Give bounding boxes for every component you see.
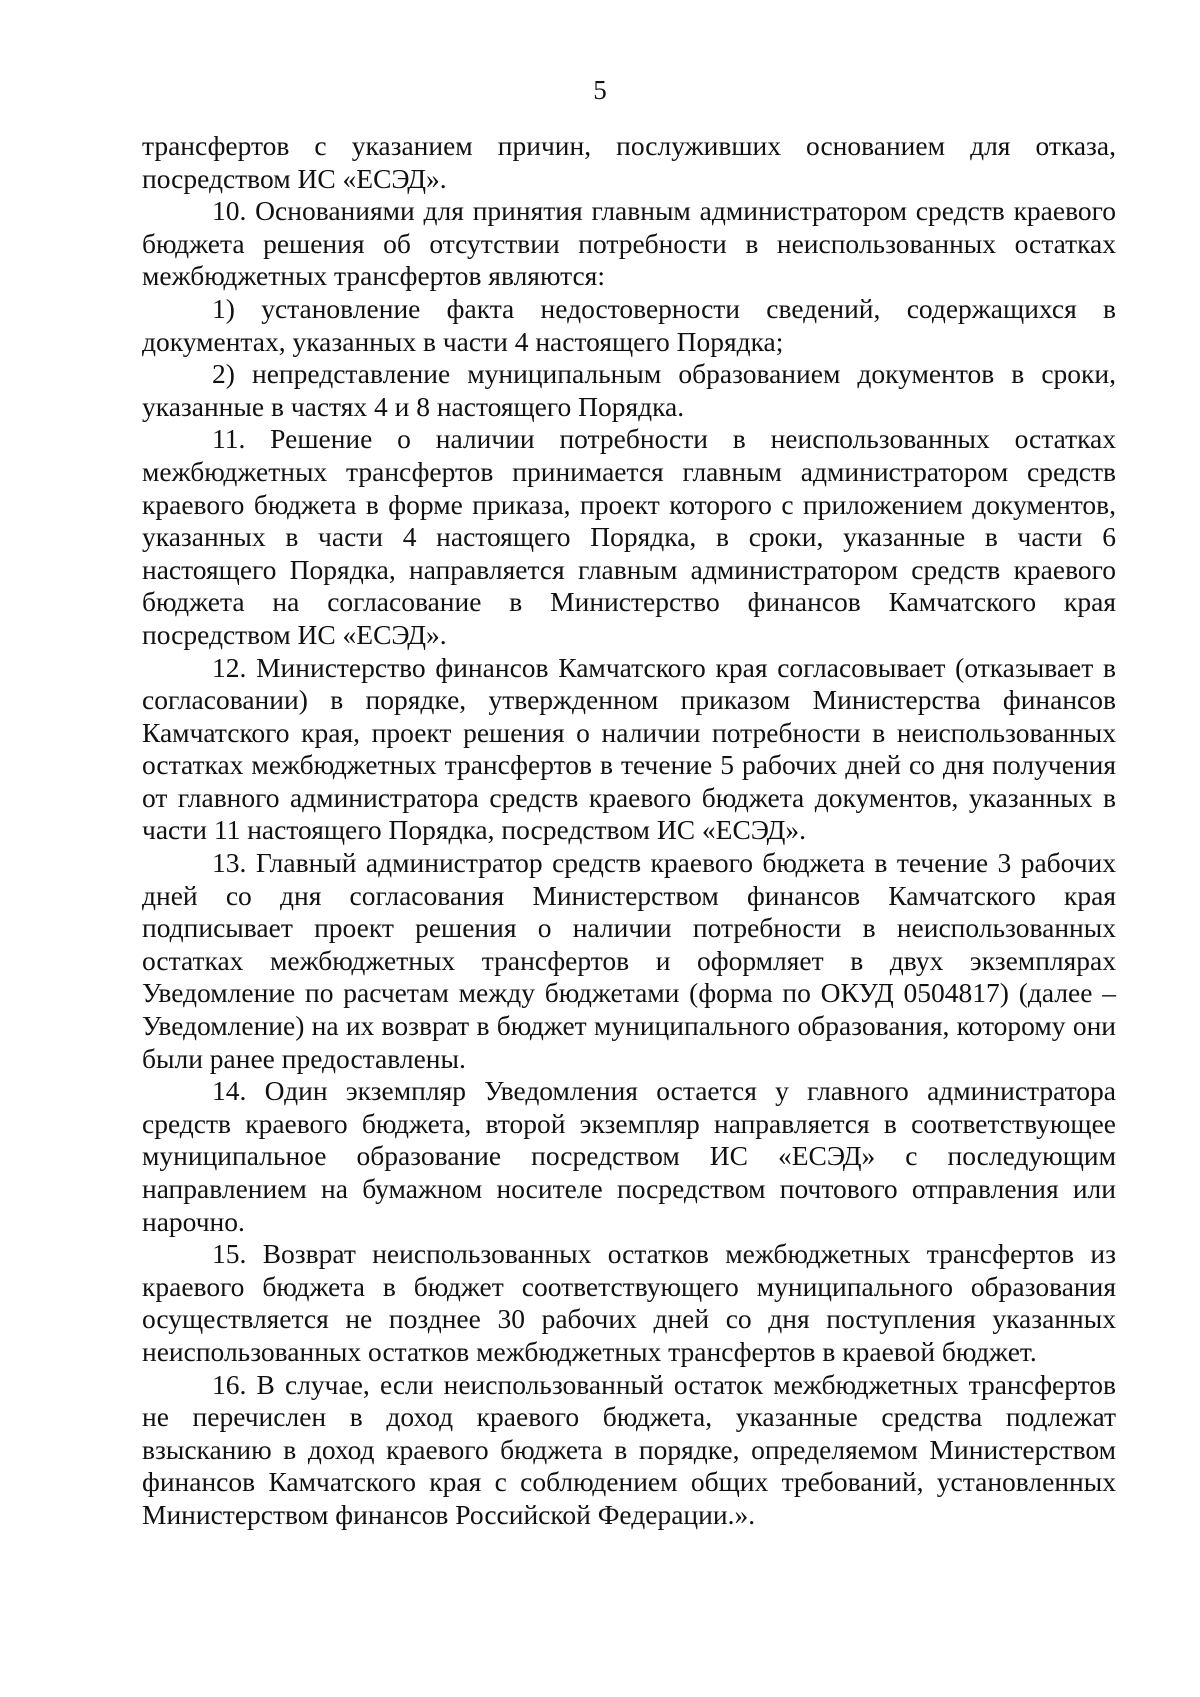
paragraph: 15. Возврат неиспользованных остатков межбюджетных трансфертов из краевого бюджета в бюджет соответствующего муниципального образования осуществляется не позднее 30 рабочих дней со дня поступления указанных неиспользованных остатков межбюджетных трансфертов в краевой бюджет.: [142, 1238, 1116, 1367]
paragraph: 13. Главный администратор средств краевого бюджета в течение 3 рабочих дней со дня согласования Министерством финансов Камчатского края подписывает проект решения о наличии потребности в неиспользованных остатках межбюджетных трансфертов и оформляет в двух экземплярах Уведомление по расчетам между бюджетами (форма по ОКУД 0504817) (далее – Уведомление) на их возврат в бюджет муниципального образования, которому они были ранее предоставлены.: [142, 847, 1116, 1074]
paragraph: 10. Основаниями для принятия главным администратором средств краевого бюджета решения об отсутствии потребности в неиспользованных остатках межбюджетных трансфертов являются:: [142, 195, 1116, 292]
page-number: 5: [593, 75, 607, 105]
paragraph: трансфертов с указанием причин, послуживших основанием для отказа, посредством ИС «ЕСЭД».: [142, 130, 1116, 194]
paragraph: 1) установление факта недостоверности сведений, содержащихся в документах, указанных в части 4 настоящего Порядка;: [142, 292, 1116, 357]
paragraph: 2) непредставление муниципальным образованием документов в сроки, указанные в частях 4 и 8 настоящего Порядка.: [142, 358, 1116, 422]
paragraph: 14. Один экземпляр Уведомления остается у главного администратора средств краевого бюджета, второй экземпляр направляется в соответствующее муниципальное образование посредством ИС «ЕСЭД» с последующим направлением на бумажном носителе посредством почтового отправления или нарочно.: [142, 1075, 1116, 1237]
paragraph: 11. Решение о наличии потребности в неиспользованных остатках межбюджетных трансфертов принимается главным администратором средств краевого бюджета в форме приказа, проект которого с приложением документов, указанных в части 4 настоящего Порядка, в сроки, указанные в части 6 настоящего Порядка, направляется главным администратором средств краевого бюджета на согласование в Министерство финансов Камчатского края посредством ИС «ЕСЭД».: [142, 423, 1116, 650]
paragraph: 12. Министерство финансов Камчатского края согласовывает (отказывает в согласовании) в порядке, утвержденном приказом Министерства финансов Камчатского края, проект решения о наличии потребности в неиспользованных остатках межбюджетных трансфертов в течение 5 рабочих дней со дня получения от главного администратора средств краевого бюджета документов, указанных в части 11 настоящего Порядка, посредством ИС «ЕСЭД».: [142, 651, 1116, 846]
paragraph: 16. В случае, если неиспользованный остаток межбюджетных трансфертов не перечислен в доход краевого бюджета, указанные средства подлежат взысканию в доход краевого бюджета в порядке, определяемом Министерством финансов Камчатского края с соблюдением общих требований, установленных Министерством финансов Российской Федерации.».: [142, 1368, 1116, 1530]
document-body: [142, 130, 1116, 1532]
